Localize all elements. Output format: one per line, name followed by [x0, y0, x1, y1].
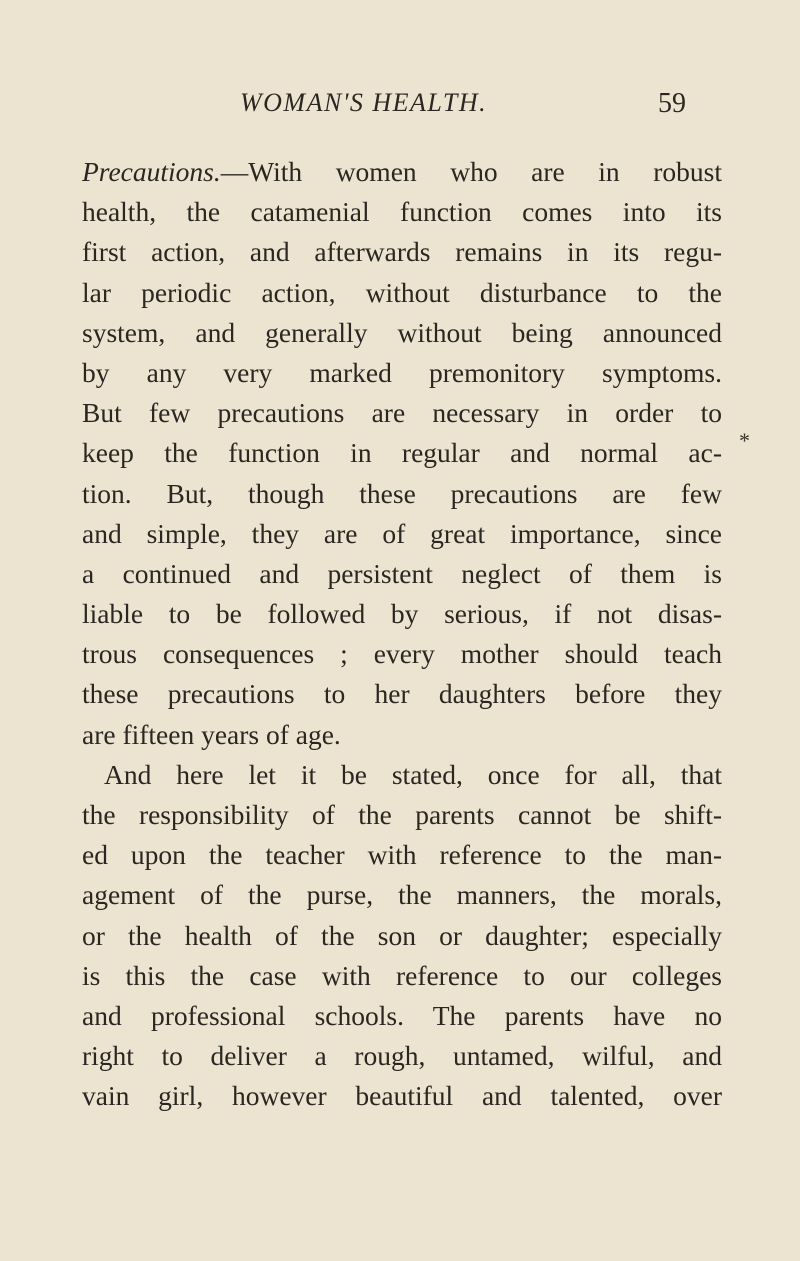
text-line: first action, and afterwards remains in its regu- [82, 236, 722, 268]
text-line: right to deliver a rough, untamed, wilful, and [82, 1040, 722, 1072]
text-line: system, and generally without being announced [82, 316, 722, 348]
text-line: agement of the purse, the manners, the morals, [82, 879, 722, 911]
text-line: And here let it be stated, once for all, that [104, 758, 722, 790]
margin-mark: * [739, 428, 750, 453]
text-line: trous consequences ; every mother should teach [82, 638, 722, 670]
text-line: the responsibility of the parents cannot be shift- [82, 799, 722, 830]
text-line: Precautions.—With women who are in robust [82, 156, 722, 187]
text-line: But few precautions are necessary in order to [82, 397, 722, 429]
text-line: ed upon the teacher with reference to the man- [82, 839, 722, 871]
text-line: or the health of the son or daughter; especially [82, 919, 722, 951]
page-number: 59 [658, 88, 686, 119]
text-line: liable to be followed by serious, if not disas- [82, 598, 722, 630]
text-line: vain girl, however beautiful and talented, over [82, 1080, 722, 1112]
text-line: a continued and persistent neglect of them is [82, 557, 722, 589]
text-line: keep the function in regular and normal ac- [82, 437, 722, 469]
running-title: WOMAN'S HEALTH. [240, 88, 488, 117]
text-line: are fifteen years of age. [82, 718, 341, 750]
text-line: these precautions to her daughters before they [82, 678, 722, 710]
text-line: and simple, they are of great importance, since [82, 517, 722, 549]
body-text [82, 152, 722, 1117]
text-line: and professional schools. The parents have no [82, 999, 722, 1031]
text-line: tion. But, though these precautions are few [82, 477, 722, 509]
text-line: health, the catamenial function comes into its [82, 196, 722, 228]
section-lead-in: Precautions. [82, 156, 221, 187]
text-line: by any very marked premonitory symptoms. [82, 356, 722, 388]
running-head [0, 88, 800, 128]
text-line: lar periodic action, without disturbance to the [82, 276, 722, 308]
text-line: is this the case with reference to our colleges [82, 959, 722, 991]
